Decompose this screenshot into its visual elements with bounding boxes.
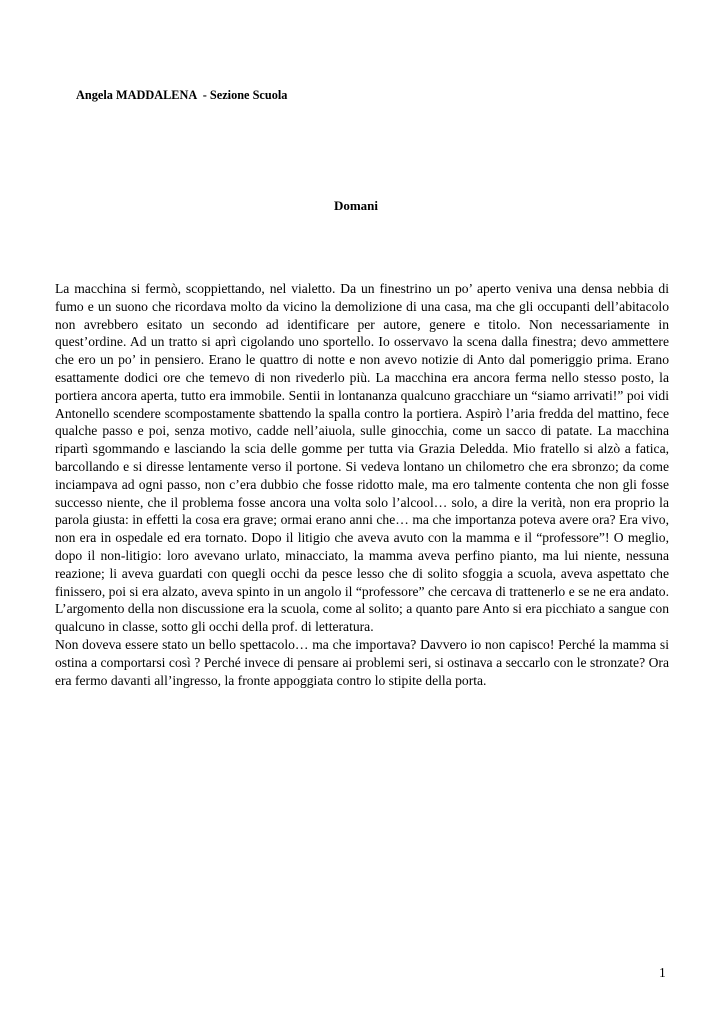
story-paragraph: Non doveva essere stato un bello spettacolo… ma che importava? Davvero io non capisco! Perché la mamma si ostina a comportarsi così ? Perché invece di pensare ai problemi seri, si ostinava a seccarlo con le stronzate? Ora era fermo davanti all’ingresso, la fronte appoggiata contro lo stipite della porta. bbox=[55, 636, 669, 688]
document-title: Domani bbox=[333, 198, 379, 213]
story-paragraph: La macchina si fermò, scoppiettando, nel vialetto. Da un finestrino un po’ aperto veniva una densa nebbia di fumo e un suono che ricordava molto da vicino la demolizione di una casa, ma che gli occupanti dell’abitacolo non avrebbero esitato un secondo ad identificare per autore, genere e titolo. Non necessariamente in quest’ordine. Ad un tratto si aprì cigolando uno sportello. Io osservavo la scena dalla finestra; devo ammettere che ero un po’ in pensiero. Erano le quattro di notte e non avevo notizie di Anto dal pomeriggio prima. Erano esattamente dodici ore che temevo di non rivederlo più. La macchina era ancora ferma nello stesso posto, la portiera ancora aperta, tutto era immobile. Sentii in lontananza qualcuno gracchiare un “siamo arrivati!” poi vidi Antonello scendere scompostamente sbattendo la spalla contro la portiera. Aspirò l’aria fredda del mattino, fece qualche passo e poi, senza motivo, cadde nell’aiuola, sulle ginocchia, come un sacco di patate. La macchina ripartì sgommando e lasciando la scia delle gomme per tutta via Grazia Deledda. Mio fratello si alzò a fatica, barcollando e si diresse lentamente verso il portone. Si vedeva lontano un chilometro che era sbronzo; da come inciampava ad ogni passo, non c’era dubbio che fosse ridotto male, ma ero talmente contenta che non gli fosse successo niente, che il problema fosse ancora una volta solo l’alcool… solo, a dire la verità, non era proprio la parola giusta: in effetti la cosa era grave; ormai erano anni che… ma che importanza poteva avere ora? Era vivo, non era in ospedale ed era tornato. Dopo il litigio che aveva avuto con la mamma e il “professore”! O meglio, dopo il non-litigio: loro avevano urlato, minacciato, la mamma aveva perfino pianto, ma lui niente, nessuna reazione; li aveva guardati con quegli occhi da pesce lesso che di solito sfoggia a scuola, aveva aspettato che finissero, poi si era alzato, aveva spinto in un angolo il “professore” che cercava di trattenerlo e se ne era andato. L’argomento della non discussione era la scuola, come al solito; a quanto pare Anto si era picchiato a sangue con qualcuno in classe, sotto gli occhi della prof. di letteratura. bbox=[55, 281, 669, 635]
author-header: Angela MADDALENA - Sezione Scuola bbox=[76, 88, 288, 102]
story-body bbox=[55, 280, 669, 689]
page-number: 1 bbox=[659, 965, 666, 980]
